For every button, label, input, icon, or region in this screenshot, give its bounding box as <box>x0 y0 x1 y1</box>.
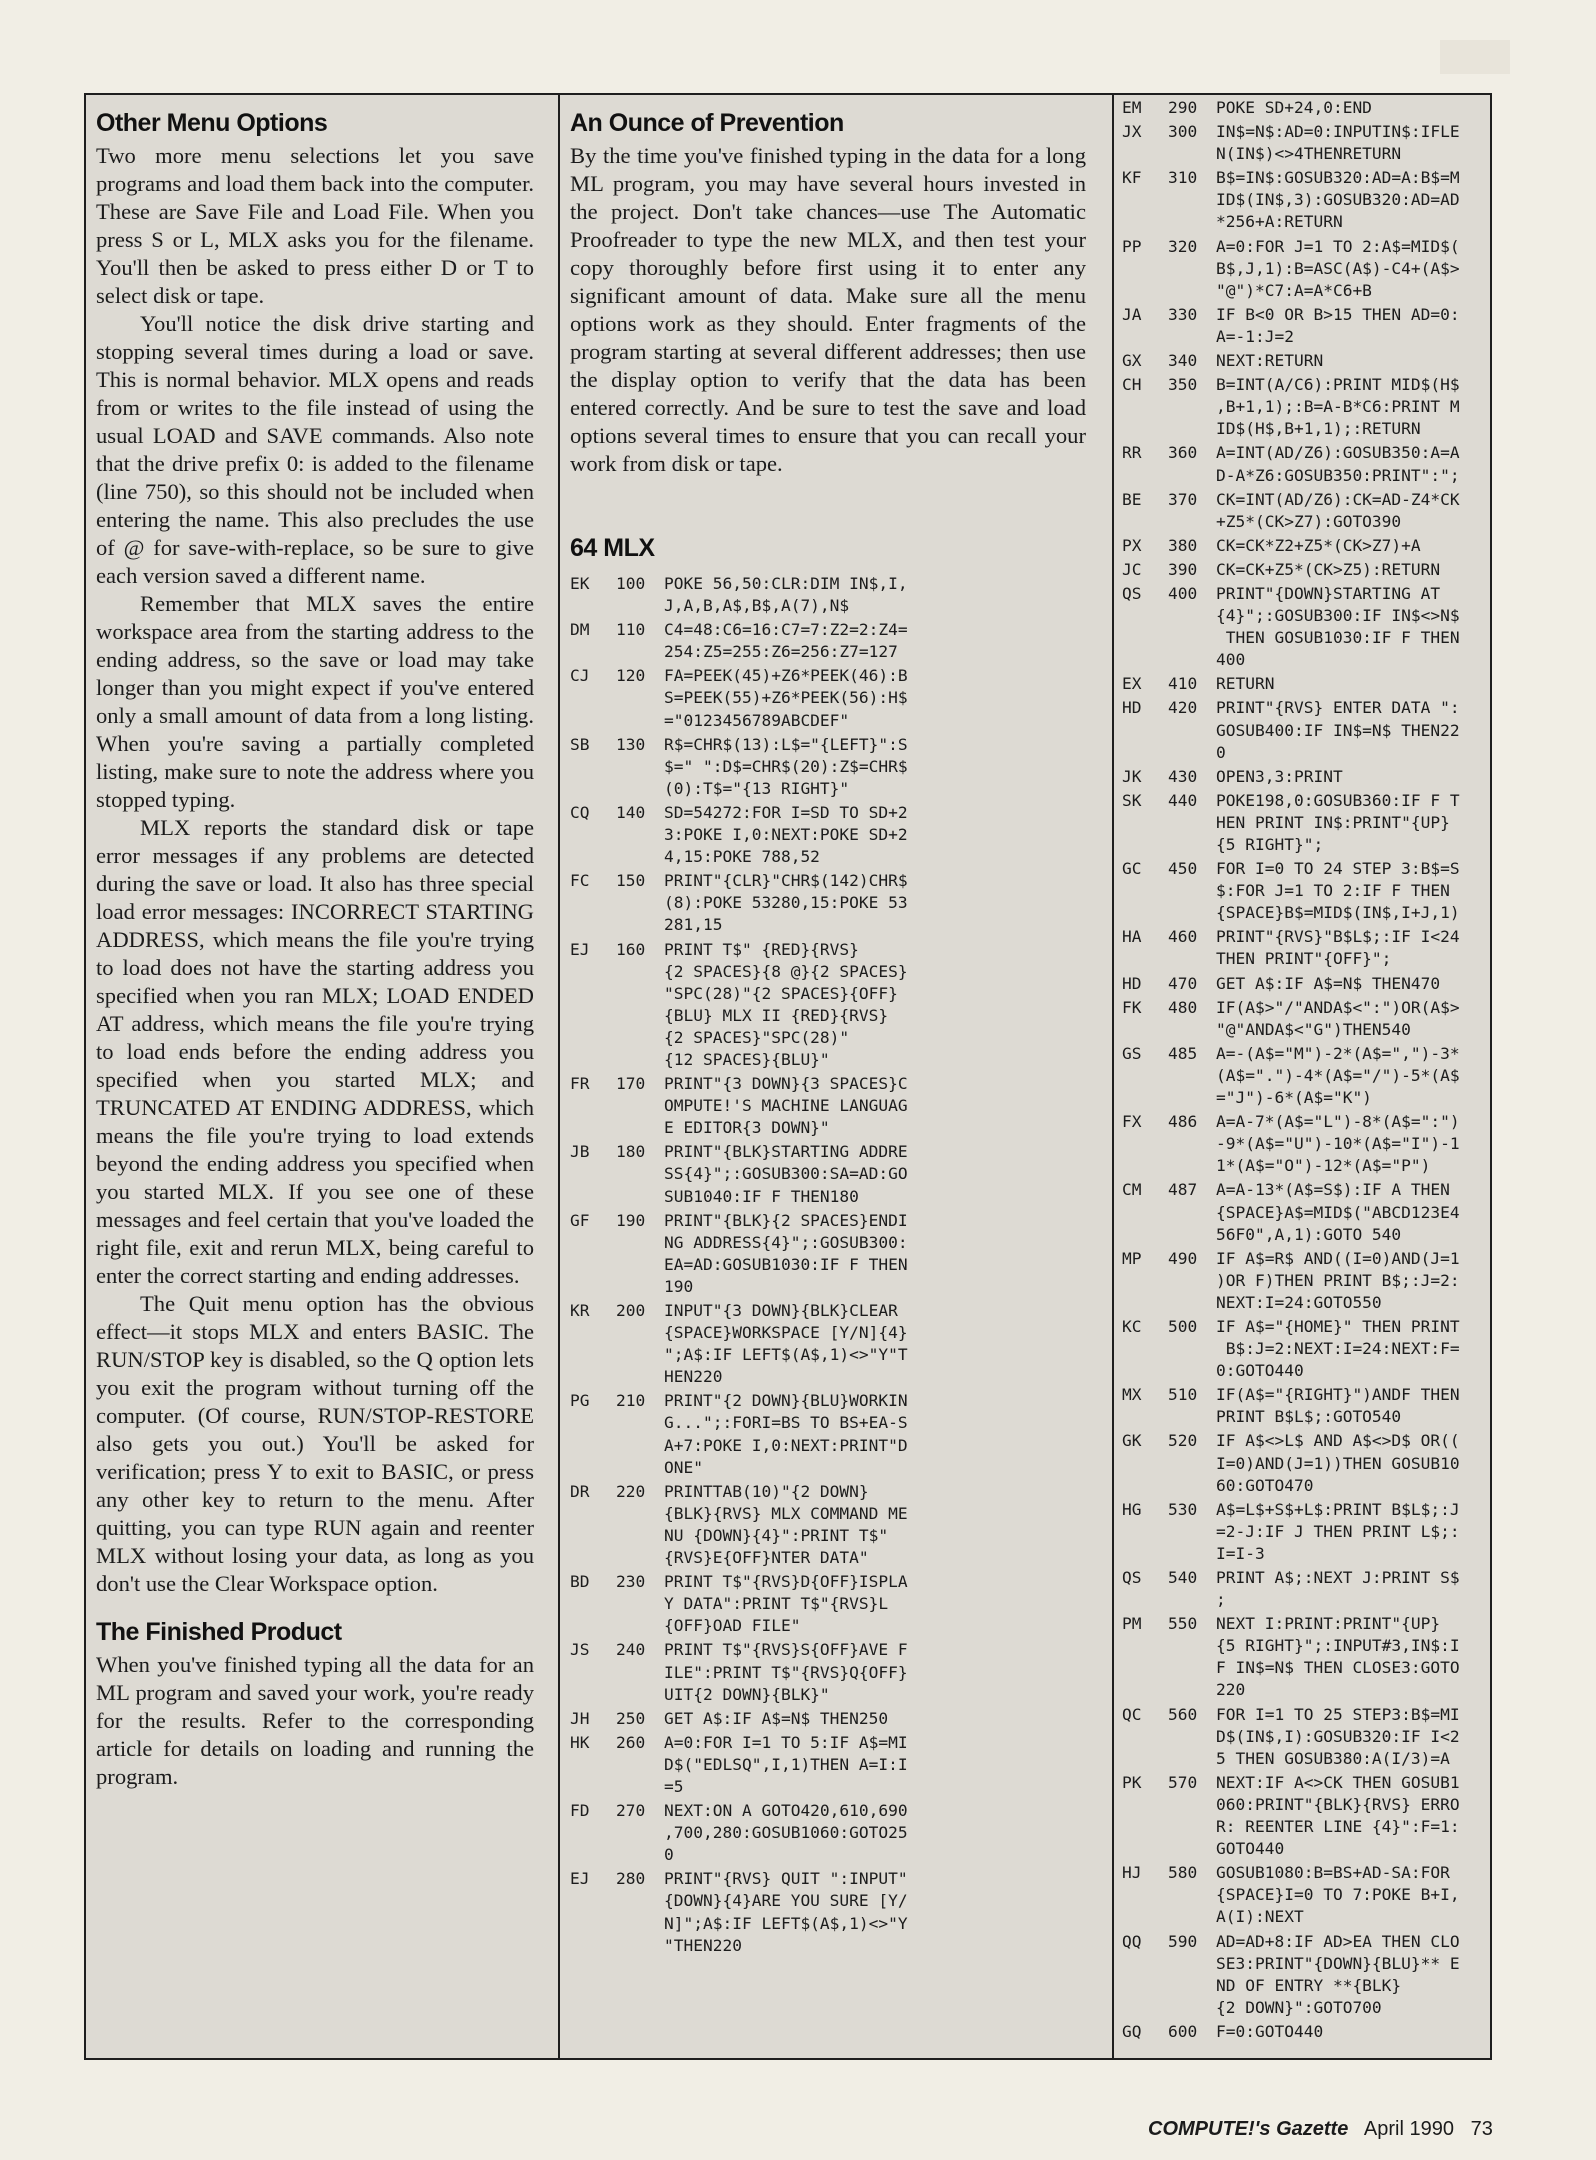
code-text: INPUT"{3 DOWN}{BLK}CLEAR {SPACE}WORKSPACE [Y/N]{4} ";A$:IF LEFT$(A$,1)<>"Y"T HEN220 <box>664 1301 908 1387</box>
checksum: CJ <box>570 666 590 686</box>
paragraph: You'll notice the disk drive starting and stopping several times during a load or save. This is normal behavior. MLX opens and reads from or writes to the file instead of using the usual LOAD and SAVE commands. Also note that the drive prefix 0: is added to the filename (line 750), so this should not be included when entering the name. This also precludes the use of @ for save-with-replace, so be sure to give each version saved a different name. <box>96 311 534 588</box>
checksum: SK <box>1122 790 1142 810</box>
code-listing <box>1122 97 1484 2043</box>
checksum: BE <box>1122 489 1142 509</box>
checksum: EX <box>1122 674 1142 694</box>
code-line <box>1122 1613 1484 1701</box>
paragraph: MLX reports the standard disk or tape error messages if any problems are detected during the save or load. It also has three special load error messages: INCORRECT STARTING ADDRESS, which means the file you're trying to load does not have the starting address you specified when you ran MLX; LOAD ENDED AT address, which means the file you're trying to load ends before the ending address you specified when you started MLX; and TRUNCATED AT ENDING ADDRESS, which means the file you're trying to load extends beyond the ending address you specified when you started MLX. If you see one of these messages and feel certain that you've loaded the right file, exit and rerun MLX, being careful to enter the correct starting and ending addresses. <box>96 815 534 1288</box>
code-text: A$=L$+S$+L$:PRINT B$L$;:J =2-J:IF J THEN PRINT L$;: I=I-3 <box>1216 1499 1460 1563</box>
paragraph: By the time you've finished typing in the data for a long ML program, you may have several hours invested in the project. Don't take chances—use The Automatic Proofreader to type the new MLX, and then test your copy thoroughly before first using it to enter any significant amount of data. Make sure all the menu options work as they should. Enter fragments of the program starting at several different addresses; then use the display option to verify that the data has been entered correctly. And be sure to test the save and load options several times to ensure that you can recall your work from disk or tape. <box>570 143 1086 476</box>
code-line <box>570 619 1086 663</box>
line-number: 487 <box>1168 1180 1198 1200</box>
line-number: 320 <box>1168 236 1198 256</box>
checksum: HA <box>1122 927 1142 947</box>
checksum: EJ <box>570 939 590 959</box>
code-text: POKE198,0:GOSUB360:IF F T HEN PRINT IN$:PRINT"{UP} {5 RIGHT}"; <box>1216 790 1460 854</box>
checksum: FK <box>1122 997 1142 1017</box>
code-text: AD=AD+8:IF AD>EA THEN CLO SE3:PRINT"{DOWN}{BLU}** E ND OF ENTRY **{BLK} {2 DOWN}":GOTO700 <box>1216 1931 1460 2017</box>
code-line <box>1122 121 1484 165</box>
line-number: 230 <box>616 1572 646 1592</box>
code-text: IF(A$="{RIGHT}")ANDF THEN PRINT B$L$;:GOTO540 <box>1216 1385 1460 1427</box>
checksum: EM <box>1122 98 1142 117</box>
line-number: 290 <box>1168 98 1198 117</box>
checksum: QQ <box>1122 1931 1142 1951</box>
checksum: HG <box>1122 1499 1142 1519</box>
line-number: 340 <box>1168 351 1198 371</box>
column-right <box>1112 95 1490 2058</box>
line-number: 600 <box>1168 2021 1198 2041</box>
checksum: EJ <box>570 1869 590 1889</box>
code-line <box>570 1300 1086 1388</box>
checksum: JB <box>570 1142 590 1162</box>
line-number: 280 <box>616 1869 646 1889</box>
line-number: 470 <box>1168 973 1198 993</box>
line-number: 330 <box>1168 304 1198 324</box>
code-text: RETURN <box>1216 674 1275 694</box>
code-line <box>1122 1862 1484 1928</box>
code-text: A=-(A$="M")-2*(A$=",")-3* (A$=".")-4*(A$="/")-5*(A$ ="J")-6*(A$="K") <box>1216 1043 1460 1108</box>
line-number: 570 <box>1168 1772 1198 1792</box>
page-corner-mark <box>1440 40 1510 74</box>
heading-finished-product: The Finished Product <box>96 1618 342 1646</box>
checksum: RR <box>1122 443 1142 463</box>
code-line <box>570 1210 1086 1298</box>
code-text: NEXT:IF A<>CK THEN GOSUB1 060:PRINT"{BLK}{RVS} ERRO R: REENTER LINE {4}":F=1: GOTO440 <box>1216 1772 1460 1859</box>
code-line <box>1122 790 1484 856</box>
checksum: GC <box>1122 859 1142 879</box>
code-text: OPEN3,3:PRINT <box>1216 766 1343 786</box>
code-text: GET A$:IF A$=N$ THEN250 <box>664 1708 889 1728</box>
code-line <box>1122 926 1484 970</box>
checksum: CM <box>1122 1180 1142 1200</box>
checksum: PX <box>1122 535 1142 555</box>
code-text: A=0:FOR I=1 TO 5:IF A$=MI D$("EDLSQ",I,1)THEN A=I:I =5 <box>664 1732 908 1796</box>
line-number: 260 <box>616 1732 646 1752</box>
code-line <box>1122 997 1484 1041</box>
line-number: 485 <box>1168 1043 1198 1063</box>
line-number: 240 <box>616 1640 646 1660</box>
line-number: 430 <box>1168 766 1198 786</box>
code-line <box>570 1390 1086 1478</box>
page-number: 73 <box>1470 2118 1493 2140</box>
code-text: CK=CK+Z5*(CK>Z5):RETURN <box>1216 559 1441 579</box>
line-number: 190 <box>616 1210 646 1230</box>
code-line <box>1122 1430 1484 1496</box>
line-number: 440 <box>1168 790 1198 810</box>
checksum: GK <box>1122 1431 1142 1451</box>
code-text: IF A$=R$ AND((I=0)AND(J=1 )OR F)THEN PRINT B$;:J=2: NEXT:I=24:GOTO550 <box>1216 1248 1460 1312</box>
code-text: PRINT"{RVS} QUIT ":INPUT" {DOWN}{4}ARE YOU SURE [Y/ N]";A$:IF LEFT$(A$,1)<>"Y "THEN220 <box>664 1869 908 1955</box>
checksum: PM <box>1122 1614 1142 1634</box>
checksum: GQ <box>1122 2021 1142 2041</box>
checksum: DR <box>570 1481 590 1501</box>
line-number: 270 <box>616 1801 646 1821</box>
code-text: PRINT T$"{RVS}S{OFF}AVE F ILE":PRINT T$"{RVS}Q{OFF} UIT{2 DOWN}{BLK}" <box>664 1640 908 1704</box>
line-number: 560 <box>1168 1704 1198 1724</box>
code-text: PRINT"{RVS} ENTER DATA ": GOSUB400:IF IN$=N$ THEN22 0 <box>1216 698 1460 762</box>
checksum: FR <box>570 1074 590 1094</box>
code-line <box>1122 1499 1484 1565</box>
code-text: B$=IN$:GOSUB320:AD=A:B$=M ID$(IN$,3):GOSUB320:AD=AD *256+A:RETURN <box>1216 168 1460 232</box>
checksum: SB <box>570 734 590 754</box>
line-number: 140 <box>616 802 646 822</box>
code-text: F=0:GOTO440 <box>1216 2021 1324 2041</box>
code-line <box>570 665 1086 731</box>
code-line <box>1122 1931 1484 2019</box>
line-number: 520 <box>1168 1431 1198 1451</box>
line-number: 220 <box>616 1481 646 1501</box>
code-text: FOR I=0 TO 24 STEP 3:B$=S $:FOR J=1 TO 2:IF F THEN {SPACE}B$=MID$(IN$,I+J,1) <box>1216 859 1460 923</box>
line-number: 486 <box>1168 1112 1198 1132</box>
code-line <box>1122 1772 1484 1860</box>
code-line <box>570 1800 1086 1866</box>
checksum: JS <box>570 1640 590 1660</box>
code-line <box>1122 766 1484 788</box>
line-number: 460 <box>1168 927 1198 947</box>
code-line <box>1122 1111 1484 1177</box>
code-line <box>1122 350 1484 372</box>
checksum: HK <box>570 1732 590 1752</box>
line-number: 530 <box>1168 1499 1198 1519</box>
code-line <box>1122 489 1484 533</box>
line-number: 490 <box>1168 1248 1198 1268</box>
checksum: JX <box>1122 122 1142 142</box>
checksum: HD <box>1122 973 1142 993</box>
code-text: PRINT"{RVS}"B$L$;:IF I<24 THEN PRINT"{OFF}"; <box>1216 927 1460 969</box>
checksum: GF <box>570 1210 590 1230</box>
code-text: POKE SD+24,0:END <box>1216 98 1372 117</box>
checksum: GX <box>1122 351 1142 371</box>
code-text: A=A-7*(A$="L")-8*(A$=":") -9*(A$="U")-10*(A$="I")-1 1*(A$="O")-12*(A$="P") <box>1216 1112 1460 1176</box>
code-text: A=INT(AD/Z6):GOSUB350:A=A D-A*Z6:GOSUB350:PRINT":"; <box>1216 443 1460 485</box>
line-number: 310 <box>1168 168 1198 188</box>
code-text: A=A-13*(A$=S$):IF A THEN {SPACE}A$=MID$("ABCD123E4 56F0",A,1):GOTO 540 <box>1216 1180 1460 1244</box>
code-text: IF(A$>"/"ANDA$<":")OR(A$> "@"ANDA$<"G")THEN540 <box>1216 997 1460 1039</box>
code-line <box>570 802 1086 868</box>
line-number: 540 <box>1168 1568 1198 1587</box>
code-line <box>570 1868 1086 1956</box>
code-text: PRINT"{DOWN}STARTING AT {4}";:GOSUB300:IF IN$<>N$ THEN GOSUB1030:IF F THEN 400 <box>1216 583 1460 670</box>
code-text: GOSUB1080:B=BS+AD-SA:FOR {SPACE}I=0 TO 7:POKE B+I, A(I):NEXT <box>1216 1863 1460 1927</box>
line-number: 130 <box>616 734 646 754</box>
article-frame <box>84 93 1492 2060</box>
code-line <box>1122 535 1484 557</box>
code-text: IF B<0 OR B>15 THEN AD=0: A=-1:J=2 <box>1216 304 1460 346</box>
code-text: NEXT I:PRINT:PRINT"{UP} {5 RIGHT}";:INPUT#3,IN$:I F IN$=N$ THEN CLOSE3:GOTO 220 <box>1216 1614 1460 1700</box>
code-text: R$=CHR$(13):L$="{LEFT}":S $=" ":D$=CHR$(20):Z$=CHR$ (0):T$="{13 RIGHT}" <box>664 734 908 798</box>
code-text: FOR I=1 TO 25 STEP3:B$=MI D$(IN$,I):GOSUB320:IF I<2 5 THEN GOSUB380:A(I/3)=A <box>1216 1704 1460 1768</box>
code-text: A=0:FOR J=1 TO 2:A$=MID$( B$,J,1):B=ASC(A$)-C4+(A$> "@")*C7:A=A*C6+B <box>1216 236 1460 300</box>
line-number: 400 <box>1168 583 1198 603</box>
checksum: JC <box>1122 559 1142 579</box>
issue-date: April 1990 <box>1363 2118 1454 2140</box>
code-line <box>1122 304 1484 348</box>
checksum: DM <box>570 620 590 640</box>
line-number: 410 <box>1168 674 1198 694</box>
checksum: CH <box>1122 375 1142 395</box>
code-text: NEXT:RETURN <box>1216 351 1324 371</box>
checksum: FX <box>1122 1112 1142 1132</box>
line-number: 150 <box>616 871 646 891</box>
line-number: 580 <box>1168 1863 1198 1883</box>
line-number: 370 <box>1168 489 1198 509</box>
paragraph: When you've finished typing all the data for an ML program and saved your work, you're ready for the results. Refer to the corresponding article for details on loading and running the program. <box>96 1652 534 1789</box>
line-number: 120 <box>616 666 646 686</box>
code-line <box>1122 2021 1484 2043</box>
line-number: 180 <box>616 1142 646 1162</box>
code-line <box>570 1481 1086 1569</box>
code-text: PRINT"{CLR}"CHR$(142)CHR$ (8):POKE 53280,15:POKE 53 281,15 <box>664 871 908 935</box>
checksum: EK <box>570 574 590 593</box>
code-text: CK=CK*Z2+Z5*(CK>Z7)+A <box>1216 535 1421 555</box>
code-text: PRINTTAB(10)"{2 DOWN} {BLK}{RVS} MLX COMMAND ME NU {DOWN}{4}":PRINT T$" {RVS}E{OFF}NTER DATA" <box>664 1481 908 1568</box>
code-line <box>1122 167 1484 233</box>
code-text: SD=54272:FOR I=SD TO SD+2 3:POKE I,0:NEXT:POKE SD+2 4,15:POKE 788,52 <box>664 802 908 867</box>
line-number: 380 <box>1168 535 1198 555</box>
line-number: 480 <box>1168 997 1198 1017</box>
code-line <box>1122 1384 1484 1428</box>
code-line <box>1122 559 1484 581</box>
line-number: 420 <box>1168 698 1198 718</box>
line-number: 350 <box>1168 375 1198 395</box>
line-number: 360 <box>1168 443 1198 463</box>
code-text: NEXT:ON A GOTO420,610,690 ,700,280:GOSUB1060:GOTO25 0 <box>664 1801 908 1865</box>
line-number: 170 <box>616 1074 646 1094</box>
code-text: CK=INT(AD/Z6):CK=AD-Z4*CK +Z5*(CK>Z7):GOTO390 <box>1216 489 1460 531</box>
checksum: BD <box>570 1572 590 1592</box>
checksum: PK <box>1122 1772 1142 1792</box>
checksum: HJ <box>1122 1863 1142 1883</box>
code-text: FA=PEEK(45)+Z6*PEEK(46):B S=PEEK(55)+Z6*PEEK(56):H$ ="0123456789ABCDEF" <box>664 666 908 730</box>
paragraph: Remember that MLX saves the entire workspace area from the starting address to the ending address, so the save or load may take longer than you might expect if you've entered only a small amount of data from a long listing. When you're saving a partially completed listing, make sure to note the address where you stopped typing. <box>96 591 534 812</box>
line-number: 300 <box>1168 122 1198 142</box>
code-line <box>1122 1704 1484 1770</box>
code-text: PRINT T$" {RED}{RVS} {2 SPACES}{8 @}{2 SPACES} "SPC(28)"{2 SPACES}{OFF} {BLU} MLX II {RED}{RVS} {2 SPACES}"SPC(28)" {12 SPACES}{BLU}" <box>664 939 908 1069</box>
checksum: JK <box>1122 766 1142 786</box>
code-line <box>1122 1043 1484 1109</box>
code-line <box>1122 1248 1484 1314</box>
code-line <box>1122 1567 1484 1611</box>
code-line <box>570 1732 1086 1798</box>
code-text: C4=48:C6=16:C7=7:Z2=2:Z4= 254:Z5=255:Z6=256:Z7=127 <box>664 620 908 662</box>
code-text: GET A$:IF A$=N$ THEN470 <box>1216 973 1441 993</box>
code-text: IF A$<>L$ AND A$<>D$ OR(( I=0)AND(J=1))THEN GOSUB10 60:GOTO470 <box>1216 1431 1460 1495</box>
line-number: 550 <box>1168 1614 1198 1634</box>
checksum: QS <box>1122 583 1142 603</box>
code-line <box>1122 583 1484 671</box>
line-number: 200 <box>616 1301 646 1320</box>
checksum: GS <box>1122 1043 1142 1063</box>
code-text: PRINT T$"{RVS}D{OFF}ISPLA Y DATA":PRINT T$"{RVS}L {OFF}OAD FILE" <box>664 1572 908 1636</box>
code-line <box>570 1141 1086 1207</box>
checksum: FC <box>570 871 590 891</box>
line-number: 250 <box>616 1708 646 1728</box>
code-line <box>1122 442 1484 486</box>
line-number: 390 <box>1168 559 1198 579</box>
checksum: JH <box>570 1708 590 1728</box>
code-text: PRINT"{2 DOWN}{BLU}WORKIN G...";:FORI=BS TO BS+EA-S A+7:POKE I,0:NEXT:PRINT"D ONE" <box>664 1391 908 1477</box>
heading-other-menu-options: Other Menu Options <box>96 109 328 137</box>
code-line <box>570 573 1086 617</box>
line-number: 110 <box>616 620 646 640</box>
column-left <box>86 95 542 2058</box>
paragraph: The Quit menu option has the obvious effect—it stops MLX and enters BASIC. The RUN/STOP key is disabled, so the Q option lets you exit the program without turning off the computer. (Of course, RUN/STOP-RESTORE also gets you out.) You'll be asked for verification; press Y to exit to BASIC, or press any other key to return to the menu. After quitting, you can type RUN again and reenter MLX without losing your data, as long as you don't use the Clear Workspace option. <box>96 1291 534 1596</box>
code-text: PRINT"{BLK}STARTING ADDRE SS{4}";:GOSUB300:SA=AD:GO SUB1040:IF F THEN180 <box>664 1142 908 1206</box>
line-number: 450 <box>1168 859 1198 879</box>
code-line <box>570 1708 1086 1730</box>
code-line <box>570 1639 1086 1705</box>
code-text: POKE 56,50:CLR:DIM IN$,I, J,A,B,A$,B$,A(7),N$ <box>664 574 908 616</box>
line-number: 590 <box>1168 1931 1198 1951</box>
checksum: FD <box>570 1801 590 1821</box>
checksum: MP <box>1122 1248 1142 1268</box>
code-line <box>1122 697 1484 763</box>
checksum: QC <box>1122 1704 1142 1724</box>
checksum: QS <box>1122 1568 1142 1587</box>
checksum: KF <box>1122 168 1142 188</box>
code-line <box>570 870 1086 936</box>
checksum: JA <box>1122 304 1142 324</box>
code-line <box>1122 973 1484 995</box>
checksum: HD <box>1122 698 1142 718</box>
line-number: 160 <box>616 939 646 959</box>
code-text: B=INT(A/C6):PRINT MID$(H$ ,B+1,1);:B=A-B*C6:PRINT M ID$(H$,B+1,1);:RETURN <box>1216 375 1460 439</box>
listing-title: 64 MLX <box>570 534 655 562</box>
line-number: 210 <box>616 1391 646 1411</box>
checksum: KR <box>570 1301 590 1320</box>
code-line <box>570 1073 1086 1139</box>
code-text: IF A$="{HOME}" THEN PRINT B$:J=2:NEXT:I=24:NEXT:F= 0:GOTO440 <box>1216 1316 1460 1381</box>
line-number: 510 <box>1168 1385 1198 1405</box>
publication-name: COMPUTE!'s Gazette <box>1148 2118 1349 2140</box>
checksum: CQ <box>570 802 590 822</box>
code-line <box>570 1571 1086 1637</box>
checksum: KC <box>1122 1316 1142 1336</box>
checksum: MX <box>1122 1385 1142 1405</box>
code-line <box>1122 374 1484 440</box>
line-number: 500 <box>1168 1316 1198 1336</box>
code-line <box>1122 1179 1484 1245</box>
code-line <box>1122 236 1484 302</box>
code-line <box>1122 1316 1484 1382</box>
page-footer <box>1148 2118 1493 2141</box>
checksum: PG <box>570 1391 590 1411</box>
code-line <box>1122 673 1484 695</box>
code-line <box>570 939 1086 1072</box>
code-text: PRINT"{3 DOWN}{3 SPACES}C OMPUTE!'S MACHINE LANGUAG E EDITOR{3 DOWN}" <box>664 1074 908 1138</box>
code-text: PRINT"{BLK}{2 SPACES}ENDI NG ADDRESS{4}";:GOSUB300: EA=AD:GOSUB1030:IF F THEN 190 <box>664 1210 908 1296</box>
column-middle <box>558 95 1096 2058</box>
code-listing <box>570 573 1086 1957</box>
code-line <box>1122 97 1484 119</box>
paragraph: Two more menu selections let you save programs and load them back into the computer. These are Save File and Load File. When you press S or L, MLX asks you for the filename. You'll then be asked to press either D or T to select disk or tape. <box>96 143 534 308</box>
code-line <box>1122 858 1484 924</box>
code-text: PRINT A$;:NEXT J:PRINT S$ ; <box>1216 1568 1460 1610</box>
code-text: IN$=N$:AD=0:INPUTIN$:IFLE N(IN$)<>4THENRETURN <box>1216 122 1460 164</box>
code-line <box>570 734 1086 800</box>
heading-ounce-of-prevention: An Ounce of Prevention <box>570 109 844 137</box>
line-number: 100 <box>616 574 646 593</box>
checksum: PP <box>1122 236 1142 256</box>
